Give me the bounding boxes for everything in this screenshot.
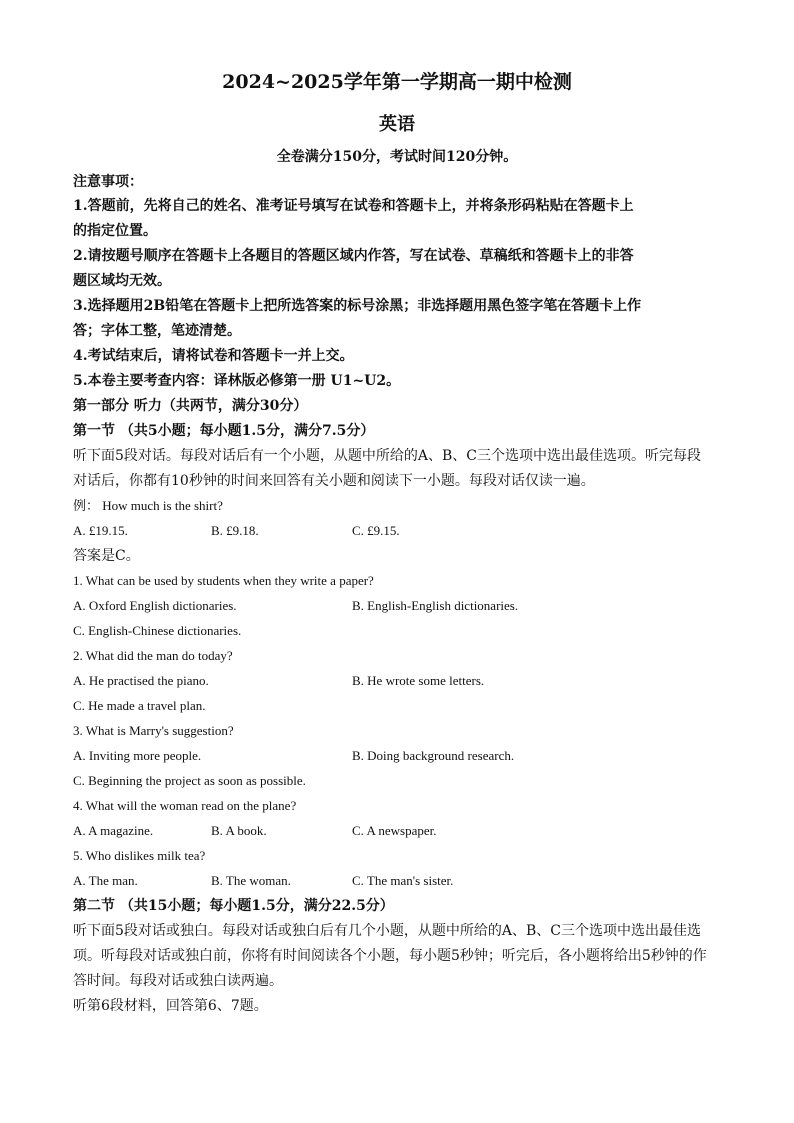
note-line: 题区域均无效。 xyxy=(73,273,171,289)
question-1-option-b: B. English-English dictionaries. xyxy=(352,598,519,613)
question-1: 1. What can be used by students when they write a paper? xyxy=(73,573,374,588)
exam-info: 全卷满分150分，考试时间120分钟。 xyxy=(276,149,518,165)
question-4-option-c: C. A newspaper. xyxy=(352,823,437,838)
subject-title: 英语 xyxy=(379,114,415,135)
question-4-option-a: A. A magazine. xyxy=(73,823,154,838)
question-3-option-b: B. Doing background research. xyxy=(352,748,515,763)
question-2-option-b: B. He wrote some letters. xyxy=(352,673,485,688)
section1-instructions: 听下面5段对话。每段对话后有一个小题，从题中所给的A、B、C三个选项中选出最佳选项。听完每段 xyxy=(73,448,702,464)
question-4-option-b: B. A book. xyxy=(211,823,267,838)
note-line: 答；字体工整，笔迹清楚。 xyxy=(73,323,241,339)
note-line: 4.考试结束后，请将试卷和答题卡一并上交。 xyxy=(73,348,354,364)
section1-instructions: 对话后，你都有10秒钟的时间来回答有关小题和阅读下一小题。每段对话仅读一遍。 xyxy=(73,473,595,489)
question-1-option-a: A. Oxford English dictionaries. xyxy=(73,598,237,613)
note-line: 2.请按题号顺序在答题卡上各题目的答题区域内作答，写在试卷、草稿纸和答题卡上的非答 xyxy=(73,248,634,264)
section2-instructions: 答时间。每段对话或独白读两遍。 xyxy=(73,973,283,989)
question-2: 2. What did the man do today? xyxy=(73,648,233,663)
question-1-option-c: C. English-Chinese dictionaries. xyxy=(73,623,242,638)
section2-instructions: 项。听每段对话或独白前，你将有时间阅读各个小题，每小题5秒钟；听完后，各小题将给出5秒钟的作 xyxy=(73,948,707,964)
question-4: 4. What will the woman read on the plane? xyxy=(73,798,297,813)
question-2-option-a: A. He practised the piano. xyxy=(73,673,209,688)
exam-title: 2024~2025学年第一学期高一期中检测 xyxy=(222,71,572,93)
section1-heading: 第一节 （共5小题；每小题1.5分，满分7.5分） xyxy=(73,423,375,439)
section2-heading: 第二节 （共15小题；每小题1.5分，满分22.5分） xyxy=(73,898,394,914)
question-5-option-a: A. The man. xyxy=(73,873,138,888)
note-line: 5.本卷主要考查内容：译林版必修第一册 U1~U2。 xyxy=(73,373,401,389)
example-option-a: A. £19.15. xyxy=(73,523,128,538)
question-5-option-c: C. The man's sister. xyxy=(352,873,454,888)
note-line: 3.选择题用2B铅笔在答题卡上把所选答案的标号涂黑；非选择题用黑色签字笔在答题卡上作 xyxy=(73,298,642,314)
note-line: 的指定位置。 xyxy=(73,223,157,239)
question-2-option-c: C. He made a travel plan. xyxy=(73,698,206,713)
question-3: 3. What is Marry's suggestion? xyxy=(73,723,234,738)
question-5: 5. Who dislikes milk tea? xyxy=(73,848,206,863)
example-option-b: B. £9.18. xyxy=(211,523,259,538)
question-3-option-c: C. Beginning the project as soon as possible. xyxy=(73,773,306,788)
example-answer: 答案是C。 xyxy=(73,548,140,564)
note-line: 1.答题前，先将自己的姓名、准考证号填写在试卷和答题卡上，并将条形码粘贴在答题卡上 xyxy=(73,198,634,214)
example-option-c: C. £9.15. xyxy=(352,523,400,538)
listen-6-instruction: 听第6段材料，回答第6、7题。 xyxy=(73,998,268,1014)
notes-heading: 注意事项： xyxy=(73,174,143,190)
question-5-option-b: B. The woman. xyxy=(211,873,291,888)
section2-instructions: 听下面5段对话或独白。每段对话或独白后有几个小题，从题中所给的A、B、C三个选项中选出最佳选 xyxy=(73,923,702,939)
question-3-option-a: A. Inviting more people. xyxy=(73,748,202,763)
part1-heading: 第一部分 听力（共两节，满分30分） xyxy=(73,398,308,414)
example-question: 例： How much is the shirt? xyxy=(73,498,223,513)
